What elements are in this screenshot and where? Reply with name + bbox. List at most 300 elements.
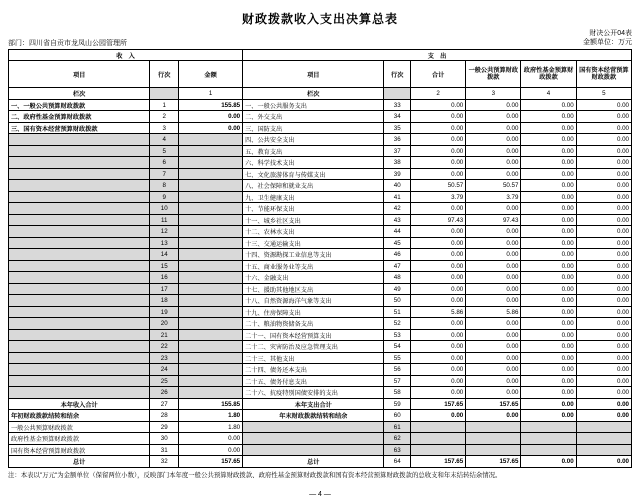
- expense-soe-cell: 0.00: [576, 134, 631, 146]
- col-income-amount: 金额: [179, 61, 243, 88]
- expense-fund-cell: 0.00: [521, 398, 576, 410]
- income-amount-cell: [179, 226, 243, 238]
- income-item-cell: [9, 295, 150, 307]
- expense-fund-cell: 0.00: [521, 99, 576, 111]
- form-number: 财决公开04表: [589, 30, 632, 37]
- expense-general-cell: 157.65: [466, 456, 521, 468]
- expense-soe-cell: 0.00: [576, 157, 631, 169]
- expense-fund-cell: 0.00: [521, 260, 576, 272]
- expense-fund-cell: 0.00: [521, 226, 576, 238]
- expense-total-cell: 0.00: [410, 237, 465, 249]
- expense-row-cell: 37: [384, 145, 411, 157]
- table-row: [9, 364, 632, 376]
- expense-soe-cell: 0.00: [576, 352, 631, 364]
- income-row-cell: 3: [150, 122, 179, 134]
- income-item-cell: [9, 341, 150, 353]
- table-row: [9, 410, 632, 422]
- income-amount-cell: 155.85: [179, 99, 243, 111]
- income-item-cell: 一、一般公共预算财政拨款: [9, 99, 150, 111]
- expense-total-cell: 0.00: [410, 226, 465, 238]
- expense-total-cell: 157.65: [410, 398, 465, 410]
- table-row: [9, 214, 632, 226]
- expense-general-cell: 97.43: [466, 214, 521, 226]
- expense-item-cell: 十九、住房保障支出: [243, 306, 384, 318]
- income-item-cell: [9, 237, 150, 249]
- table-row: [9, 329, 632, 341]
- expense-row-cell: 41: [384, 191, 411, 203]
- income-item-cell: [9, 318, 150, 330]
- expense-fund-cell: 0.00: [521, 180, 576, 192]
- income-amount-cell: 157.65: [179, 456, 243, 468]
- table-row: [9, 99, 632, 111]
- income-amount-cell: [179, 352, 243, 364]
- expense-item-cell: 九、卫生健康支出: [243, 191, 384, 203]
- expense-item-cell: 年末财政拨款结转和结余: [243, 410, 384, 422]
- income-amount-cell: [179, 203, 243, 215]
- table-row: [9, 226, 632, 238]
- col-expense-item: 项目: [243, 61, 384, 88]
- expense-total-cell: 0.00: [410, 134, 465, 146]
- income-row-cell: 25: [150, 375, 179, 387]
- expense-fund-cell: 0.00: [521, 318, 576, 330]
- col-index-1: 1: [179, 88, 243, 100]
- expense-general-cell: 0.00: [466, 318, 521, 330]
- income-row-cell: 26: [150, 387, 179, 399]
- expense-fund-cell: 0.00: [521, 329, 576, 341]
- income-row-cell: 17: [150, 283, 179, 295]
- expense-general-cell: 0.00: [466, 329, 521, 341]
- expense-total-cell: 0.00: [410, 272, 465, 284]
- expense-soe-cell: 0.00: [576, 456, 631, 468]
- expense-general-cell: 0.00: [466, 387, 521, 399]
- income-amount-cell: [179, 237, 243, 249]
- expense-fund-cell: 0.00: [521, 203, 576, 215]
- expense-row-cell: 52: [384, 318, 411, 330]
- income-item-cell: [9, 272, 150, 284]
- table-row: [9, 122, 632, 134]
- expense-row-cell: 44: [384, 226, 411, 238]
- income-amount-cell: [179, 375, 243, 387]
- expense-general-cell: 0.00: [466, 134, 521, 146]
- income-item-cell: [9, 226, 150, 238]
- table-body: [9, 99, 632, 467]
- income-item-cell: [9, 260, 150, 272]
- table-row: [9, 295, 632, 307]
- income-row-cell: 16: [150, 272, 179, 284]
- expense-soe-cell: 0.00: [576, 168, 631, 180]
- income-amount-cell: [179, 341, 243, 353]
- expense-row-cell: 58: [384, 387, 411, 399]
- expense-item-cell: 二十一、国有资本经营预算支出: [243, 329, 384, 341]
- expense-row-cell: 38: [384, 157, 411, 169]
- expense-item-cell: 二十三、其他支出: [243, 352, 384, 364]
- expense-row-cell: 50: [384, 295, 411, 307]
- income-item-cell: [9, 214, 150, 226]
- expense-general-cell: 0.00: [466, 226, 521, 238]
- income-amount-cell: [179, 214, 243, 226]
- expense-row-cell: 51: [384, 306, 411, 318]
- expense-row-cell: 61: [384, 421, 411, 433]
- table-row: [9, 306, 632, 318]
- expense-general-cell: 0.00: [466, 203, 521, 215]
- table-row: [9, 375, 632, 387]
- expense-item-cell: [243, 433, 384, 445]
- expense-row-cell: 46: [384, 249, 411, 261]
- expense-soe-cell: 0.00: [576, 272, 631, 284]
- expense-row-cell: 36: [384, 134, 411, 146]
- income-item-cell: 一般公共预算财政拨款: [9, 421, 150, 433]
- expense-general-cell: 157.65: [466, 398, 521, 410]
- expense-general-cell: 50.57: [466, 180, 521, 192]
- table-row: [9, 157, 632, 169]
- income-amount-cell: 155.85: [179, 398, 243, 410]
- expense-total-cell: 0.00: [410, 157, 465, 169]
- table-row: [9, 433, 632, 445]
- expense-general-cell: 0.00: [466, 157, 521, 169]
- table-row: [9, 352, 632, 364]
- expense-row-cell: 34: [384, 111, 411, 123]
- expense-row-cell: 48: [384, 272, 411, 284]
- expense-fund-cell: [521, 433, 576, 445]
- expense-total-cell: 0.00: [410, 318, 465, 330]
- income-row-cell: 29: [150, 421, 179, 433]
- income-item-cell: [9, 134, 150, 146]
- income-row-cell: 23: [150, 352, 179, 364]
- expense-item-cell: 十、节能环保支出: [243, 203, 384, 215]
- expense-item-cell: 十二、农林水支出: [243, 226, 384, 238]
- expense-soe-cell: 0.00: [576, 387, 631, 399]
- income-item-cell: 三、国有资本经营预算财政拨款: [9, 122, 150, 134]
- col-index-label-income: 栏次: [9, 88, 150, 100]
- col-index-5: 5: [576, 88, 631, 100]
- income-amount-cell: [179, 191, 243, 203]
- expense-row-cell: 43: [384, 214, 411, 226]
- expense-total-cell: 0.00: [410, 168, 465, 180]
- expense-item-cell: 十八、自然资源海洋气象等支出: [243, 295, 384, 307]
- table-row: [9, 456, 632, 468]
- expense-fund-cell: 0.00: [521, 168, 576, 180]
- expense-total-cell: 0.00: [410, 283, 465, 295]
- expense-soe-cell: 0.00: [576, 341, 631, 353]
- expense-row-cell: 55: [384, 352, 411, 364]
- income-item-cell: 二、政府性基金预算财政拨款: [9, 111, 150, 123]
- expense-total-cell: [410, 444, 465, 456]
- table-row: [9, 272, 632, 284]
- col-index-label-expense: 栏次: [243, 88, 384, 100]
- expense-row-cell: 63: [384, 444, 411, 456]
- income-row-cell: 13: [150, 237, 179, 249]
- expense-soe-cell: [576, 421, 631, 433]
- income-row-cell: 6: [150, 157, 179, 169]
- income-row-cell: 20: [150, 318, 179, 330]
- table-row: [9, 444, 632, 456]
- expense-fund-cell: 0.00: [521, 341, 576, 353]
- table-group-header-row: [9, 49, 632, 61]
- col-income-item: 项目: [9, 61, 150, 88]
- expense-item-cell: 二十四、债务还本支出: [243, 364, 384, 376]
- expense-total-cell: 5.86: [410, 306, 465, 318]
- table-row: [9, 260, 632, 272]
- expense-total-cell: 0.00: [410, 341, 465, 353]
- expense-soe-cell: 0.00: [576, 295, 631, 307]
- income-amount-cell: 0.00: [179, 433, 243, 445]
- income-amount-cell: [179, 364, 243, 376]
- income-row-cell: 7: [150, 168, 179, 180]
- income-row-cell: 8: [150, 180, 179, 192]
- income-row-cell: 15: [150, 260, 179, 272]
- expense-general-cell: 0.00: [466, 168, 521, 180]
- table-row: [9, 318, 632, 330]
- expense-soe-cell: [576, 433, 631, 445]
- income-item-cell: [9, 329, 150, 341]
- expense-soe-cell: 0.00: [576, 203, 631, 215]
- expense-general-cell: [466, 421, 521, 433]
- expense-general-cell: 0.00: [466, 99, 521, 111]
- expense-total-cell: [410, 433, 465, 445]
- income-item-cell: 本年收入合计: [9, 398, 150, 410]
- expense-item-cell: 二十、粮油物资储备支出: [243, 318, 384, 330]
- income-amount-cell: 0.00: [179, 122, 243, 134]
- income-row-cell: 11: [150, 214, 179, 226]
- expense-soe-cell: 0.00: [576, 329, 631, 341]
- expense-general-cell: 0.00: [466, 145, 521, 157]
- expense-general-cell: 0.00: [466, 249, 521, 261]
- expense-total-cell: 0.00: [410, 375, 465, 387]
- expense-fund-cell: 0.00: [521, 111, 576, 123]
- col-expense-soe: 国有资本经营预算财政拨款: [576, 61, 631, 88]
- table-row: [9, 145, 632, 157]
- income-item-cell: [9, 180, 150, 192]
- income-row-cell: 2: [150, 111, 179, 123]
- col-index-blank-2: [384, 88, 411, 100]
- expense-item-cell: 十六、金融支出: [243, 272, 384, 284]
- expense-item-cell: 二十六、抗疫特别国债安排的支出: [243, 387, 384, 399]
- expense-row-cell: 49: [384, 283, 411, 295]
- expense-item-cell: 十七、援助其他地区支出: [243, 283, 384, 295]
- expense-row-cell: 60: [384, 410, 411, 422]
- income-row-cell: 19: [150, 306, 179, 318]
- budget-table: [8, 49, 632, 468]
- expense-fund-cell: 0.00: [521, 352, 576, 364]
- expense-item-cell: [243, 421, 384, 433]
- expense-group-header: 支 出: [243, 49, 632, 61]
- table-row: [9, 283, 632, 295]
- expense-total-cell: 0.00: [410, 111, 465, 123]
- expense-soe-cell: 0.00: [576, 398, 631, 410]
- income-item-cell: [9, 387, 150, 399]
- expense-soe-cell: 0.00: [576, 249, 631, 261]
- form-meta: [583, 29, 632, 48]
- expense-fund-cell: 0.00: [521, 214, 576, 226]
- table-row: [9, 421, 632, 433]
- income-amount-cell: 0.00: [179, 444, 243, 456]
- income-item-cell: [9, 352, 150, 364]
- income-amount-cell: [179, 145, 243, 157]
- expense-item-cell: 二十五、债务付息支出: [243, 375, 384, 387]
- income-row-cell: 21: [150, 329, 179, 341]
- expense-item-cell: 七、文化旅游体育与传媒支出: [243, 168, 384, 180]
- expense-total-cell: 0.00: [410, 387, 465, 399]
- expense-item-cell: 五、教育支出: [243, 145, 384, 157]
- income-amount-cell: [179, 180, 243, 192]
- expense-item-cell: 本年支出合计: [243, 398, 384, 410]
- expense-soe-cell: 0.00: [576, 410, 631, 422]
- expense-general-cell: 0.00: [466, 272, 521, 284]
- expense-soe-cell: 0.00: [576, 375, 631, 387]
- document-meta: [8, 29, 632, 48]
- income-amount-cell: [179, 134, 243, 146]
- expense-fund-cell: 0.00: [521, 410, 576, 422]
- expense-item-cell: 总计: [243, 456, 384, 468]
- expense-fund-cell: 0.00: [521, 364, 576, 376]
- expense-total-cell: 0.00: [410, 295, 465, 307]
- expense-row-cell: 54: [384, 341, 411, 353]
- table-row: [9, 237, 632, 249]
- col-income-row: 行次: [150, 61, 179, 88]
- col-expense-fund: 政府性基金预算财政拨款: [521, 61, 576, 88]
- expense-fund-cell: 0.00: [521, 191, 576, 203]
- income-item-cell: 政府性基金预算财政拨款: [9, 433, 150, 445]
- income-row-cell: 5: [150, 145, 179, 157]
- expense-fund-cell: 0.00: [521, 306, 576, 318]
- income-row-cell: 22: [150, 341, 179, 353]
- income-item-cell: 总计: [9, 456, 150, 468]
- expense-general-cell: 0.00: [466, 341, 521, 353]
- income-row-cell: 4: [150, 134, 179, 146]
- expense-row-cell: 35: [384, 122, 411, 134]
- income-amount-cell: [179, 283, 243, 295]
- page-number: — 4 —: [309, 491, 331, 498]
- expense-soe-cell: 0.00: [576, 180, 631, 192]
- expense-soe-cell: 0.00: [576, 145, 631, 157]
- expense-item-cell: 二十二、灾害防治及应急管理支出: [243, 341, 384, 353]
- income-amount-cell: [179, 329, 243, 341]
- expense-item-cell: 十三、交通运输支出: [243, 237, 384, 249]
- expense-fund-cell: [521, 444, 576, 456]
- table-row: [9, 398, 632, 410]
- income-row-cell: 1: [150, 99, 179, 111]
- expense-row-cell: 42: [384, 203, 411, 215]
- expense-soe-cell: 0.00: [576, 283, 631, 295]
- expense-total-cell: 0.00: [410, 122, 465, 134]
- income-row-cell: 24: [150, 364, 179, 376]
- expense-soe-cell: [576, 444, 631, 456]
- expense-row-cell: 33: [384, 99, 411, 111]
- expense-fund-cell: 0.00: [521, 456, 576, 468]
- expense-fund-cell: 0.00: [521, 145, 576, 157]
- expense-total-cell: [410, 421, 465, 433]
- table-note: 注：本表以"万元"为金额单位（保留两位小数），反映部门本年度一般公共预算财政拨款、政府性基金预算财政拨款和国有资本经营预算财政拨款的总收支和年末结转结余情况。: [8, 471, 502, 479]
- expense-row-cell: 40: [384, 180, 411, 192]
- table-row: [9, 249, 632, 261]
- expense-fund-cell: 0.00: [521, 387, 576, 399]
- col-index-3: 3: [466, 88, 521, 100]
- expense-row-cell: 39: [384, 168, 411, 180]
- expense-soe-cell: 0.00: [576, 191, 631, 203]
- income-amount-cell: 0.00: [179, 111, 243, 123]
- expense-total-cell: 0.00: [410, 249, 465, 261]
- income-item-cell: [9, 145, 150, 157]
- expense-general-cell: 0.00: [466, 237, 521, 249]
- expense-soe-cell: 0.00: [576, 318, 631, 330]
- expense-general-cell: 0.00: [466, 352, 521, 364]
- expense-general-cell: 0.00: [466, 375, 521, 387]
- expense-row-cell: 62: [384, 433, 411, 445]
- income-row-cell: 28: [150, 410, 179, 422]
- expense-total-cell: 0.00: [410, 329, 465, 341]
- expense-total-cell: 0.00: [410, 260, 465, 272]
- expense-item-cell: 十一、城乡社区支出: [243, 214, 384, 226]
- income-item-cell: [9, 364, 150, 376]
- income-amount-cell: [179, 387, 243, 399]
- expense-fund-cell: [521, 421, 576, 433]
- income-group-header: 收 入: [9, 49, 243, 61]
- expense-row-cell: 59: [384, 398, 411, 410]
- table-row: [9, 180, 632, 192]
- expense-soe-cell: 0.00: [576, 99, 631, 111]
- col-index-blank-1: [150, 88, 179, 100]
- table-row: [9, 387, 632, 399]
- expense-general-cell: 3.79: [466, 191, 521, 203]
- expense-row-cell: 53: [384, 329, 411, 341]
- income-amount-cell: [179, 260, 243, 272]
- table-row: [9, 203, 632, 215]
- expense-soe-cell: 0.00: [576, 226, 631, 238]
- expense-soe-cell: 0.00: [576, 260, 631, 272]
- expense-fund-cell: 0.00: [521, 122, 576, 134]
- expense-item-cell: 三、国防支出: [243, 122, 384, 134]
- expense-fund-cell: 0.00: [521, 157, 576, 169]
- expense-general-cell: [466, 433, 521, 445]
- income-item-cell: [9, 191, 150, 203]
- expense-soe-cell: 0.00: [576, 214, 631, 226]
- income-amount-cell: [179, 157, 243, 169]
- col-index-4: 4: [521, 88, 576, 100]
- expense-total-cell: 50.57: [410, 180, 465, 192]
- income-row-cell: 10: [150, 203, 179, 215]
- expense-total-cell: 0.00: [410, 410, 465, 422]
- table-column-header-row: [9, 61, 632, 88]
- income-item-cell: [9, 375, 150, 387]
- expense-fund-cell: 0.00: [521, 283, 576, 295]
- income-item-cell: 年初财政拨款结转和结余: [9, 410, 150, 422]
- income-amount-cell: [179, 295, 243, 307]
- expense-general-cell: 0.00: [466, 283, 521, 295]
- expense-fund-cell: 0.00: [521, 272, 576, 284]
- amount-unit: 金额单位：万元: [583, 39, 632, 47]
- expense-total-cell: 3.79: [410, 191, 465, 203]
- page-title: 财政拨款收入支出决算总表: [241, 12, 398, 26]
- income-item-cell: [9, 306, 150, 318]
- expense-row-cell: 64: [384, 456, 411, 468]
- expense-item-cell: 六、科学技术支出: [243, 157, 384, 169]
- income-item-cell: [9, 203, 150, 215]
- income-row-cell: 18: [150, 295, 179, 307]
- expense-total-cell: 0.00: [410, 364, 465, 376]
- income-amount-cell: [179, 318, 243, 330]
- expense-fund-cell: 0.00: [521, 295, 576, 307]
- income-row-cell: 30: [150, 433, 179, 445]
- expense-item-cell: [243, 444, 384, 456]
- income-row-cell: 32: [150, 456, 179, 468]
- expense-item-cell: 十四、资源勘探工业信息等支出: [243, 249, 384, 261]
- expense-general-cell: 0.00: [466, 260, 521, 272]
- expense-row-cell: 56: [384, 364, 411, 376]
- expense-general-cell: 0.00: [466, 295, 521, 307]
- table-row: [9, 111, 632, 123]
- income-item-cell: [9, 157, 150, 169]
- income-amount-cell: [179, 168, 243, 180]
